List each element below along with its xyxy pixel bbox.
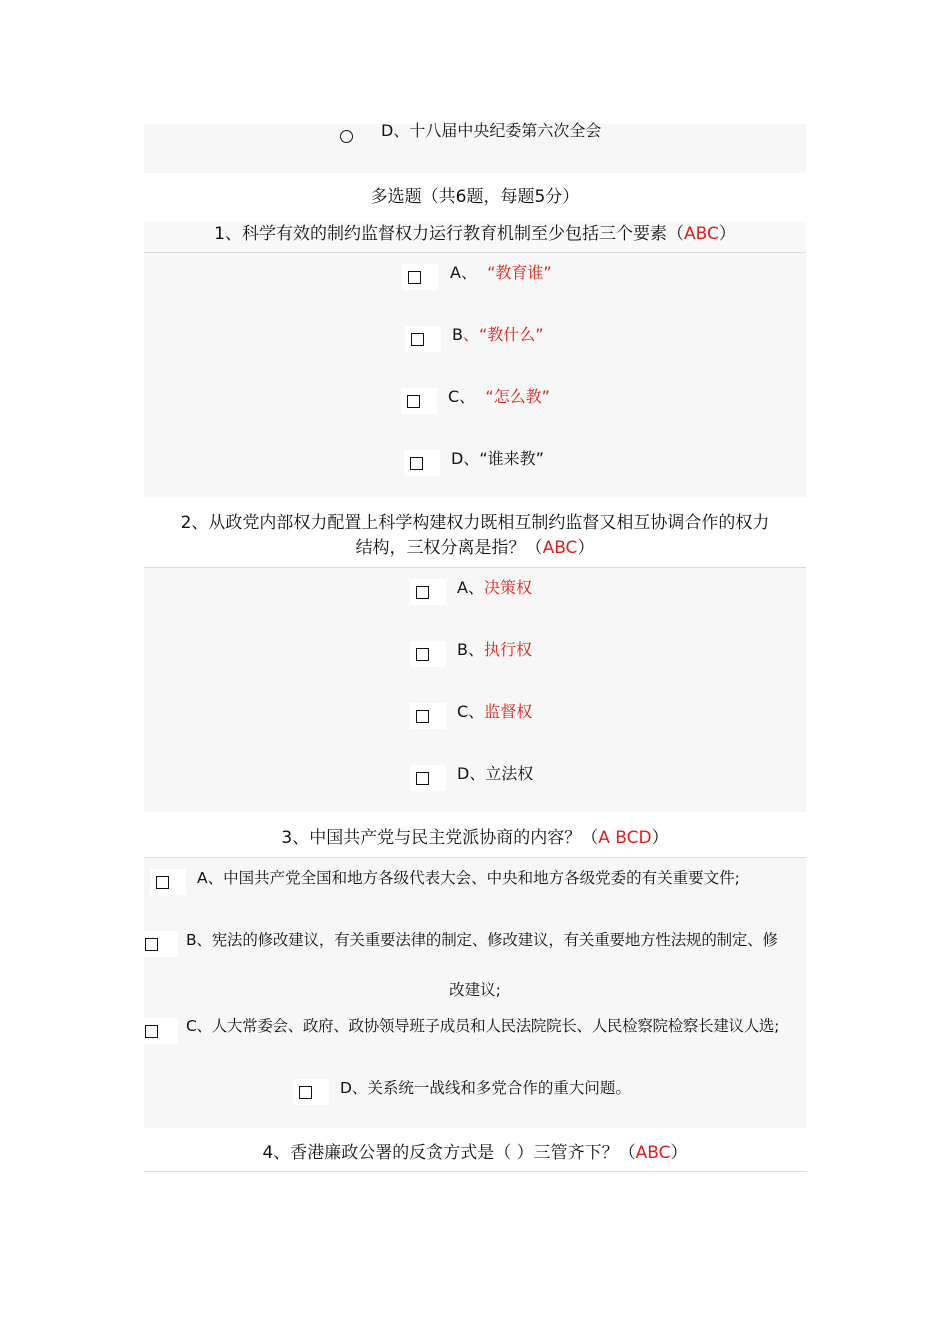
q2-option-d-checkbox[interactable] (416, 772, 429, 785)
q4-text: 4、香港廉政公署的反贪方式是（ ）三管齐下？（ (262, 1143, 636, 1163)
q2-option-d-label: D、立法权 (457, 764, 534, 783)
q2-b-text: 执行权 (483, 640, 532, 659)
q3-option-c-label: C、人大常委会、政府、政协领导班子成员和人民法院院长、人民检察院检察长建议人选; (186, 1017, 780, 1035)
q4-answer: ABC (635, 1143, 671, 1163)
q2-option-a-label (457, 578, 532, 598)
q2-c-text: 监督权 (484, 702, 533, 721)
q2-answer: ABC (542, 538, 578, 558)
q3-answer: A BCD (598, 828, 652, 848)
q3-option-d-label: D、关系统一战线和多党合作的重大问题。 (340, 1079, 631, 1097)
q2-title-line1: 2、从政党内部权力配置上科学构建权力既相互制约监督又相互协调合作的权力 (180, 513, 770, 533)
option-d-radio[interactable] (340, 130, 353, 143)
q2-close: ） (577, 538, 595, 558)
q3-option-b-label: B、宪法的修改建议，有关重要法律的制定、修改建议，有关重要地方性法规的制定、修 (186, 931, 778, 949)
q2-b-prefix: B、 (457, 640, 484, 659)
q1-c-text: “怎么教” (485, 387, 550, 406)
q3-option-a-checkbox[interactable] (156, 876, 169, 889)
q1-option-a-checkbox[interactable] (408, 271, 421, 284)
q3-option-d-checkbox[interactable] (299, 1086, 312, 1099)
q3-option-a-label: A、中国共产党全国和地方各级代表大会、中央和地方各级党委的有关重要文件; (197, 869, 740, 887)
q1-b-text: 、“教什么” (462, 325, 544, 344)
q1-title (144, 222, 806, 246)
q2-option-c-checkbox[interactable] (416, 710, 429, 723)
q1-option-c-label (448, 387, 550, 407)
q2-c-prefix: C、 (457, 702, 485, 721)
q3-close: ） (651, 828, 669, 848)
q1-a-text: “教育谁” (487, 263, 552, 282)
q2-title-line2 (144, 536, 806, 560)
q2-a-prefix: A、 (457, 578, 484, 597)
q2-option-c-label (457, 702, 532, 722)
q1-b-prefix: B (452, 325, 463, 344)
q1-c-prefix: C、 (448, 387, 476, 406)
q3-option-b-checkbox[interactable] (145, 938, 158, 951)
q1-close: ） (718, 224, 736, 244)
q1-answer: ABC (683, 224, 719, 244)
q3-title (144, 826, 806, 850)
q1-option-d-label: D、“谁来教” (451, 449, 544, 468)
q3-option-b-continuation: 改建议; (449, 981, 501, 999)
q2-a-text: 决策权 (483, 578, 532, 597)
q2-option-a-checkbox[interactable] (416, 586, 429, 599)
q4-title (144, 1141, 806, 1165)
section-title: 多选题（共6题，每题5分） (370, 187, 580, 207)
q1-text: 1、科学有效的制约监督权力运行教育机制至少包括三个要素（ (214, 224, 684, 244)
option-d-label: D、十八届中央纪委第六次全会 (381, 121, 602, 140)
q1-option-b-label (452, 325, 544, 345)
q2-option-b-label (457, 640, 532, 660)
q1-a-prefix: A、 (450, 263, 477, 282)
q4-close: ） (670, 1143, 688, 1163)
q2-text: 结构，三权分离是指？（ (355, 538, 543, 558)
q3-option-c-checkbox[interactable] (145, 1025, 158, 1038)
q2-option-b-checkbox[interactable] (416, 648, 429, 661)
q1-option-b-checkbox[interactable] (411, 333, 424, 346)
divider (144, 1171, 806, 1172)
q1-option-a-label (450, 263, 552, 283)
q1-option-c-checkbox[interactable] (407, 395, 420, 408)
q3-text: 3、中国共产党与民主党派协商的内容？（ (281, 828, 599, 848)
q1-option-d-checkbox[interactable] (410, 457, 423, 470)
